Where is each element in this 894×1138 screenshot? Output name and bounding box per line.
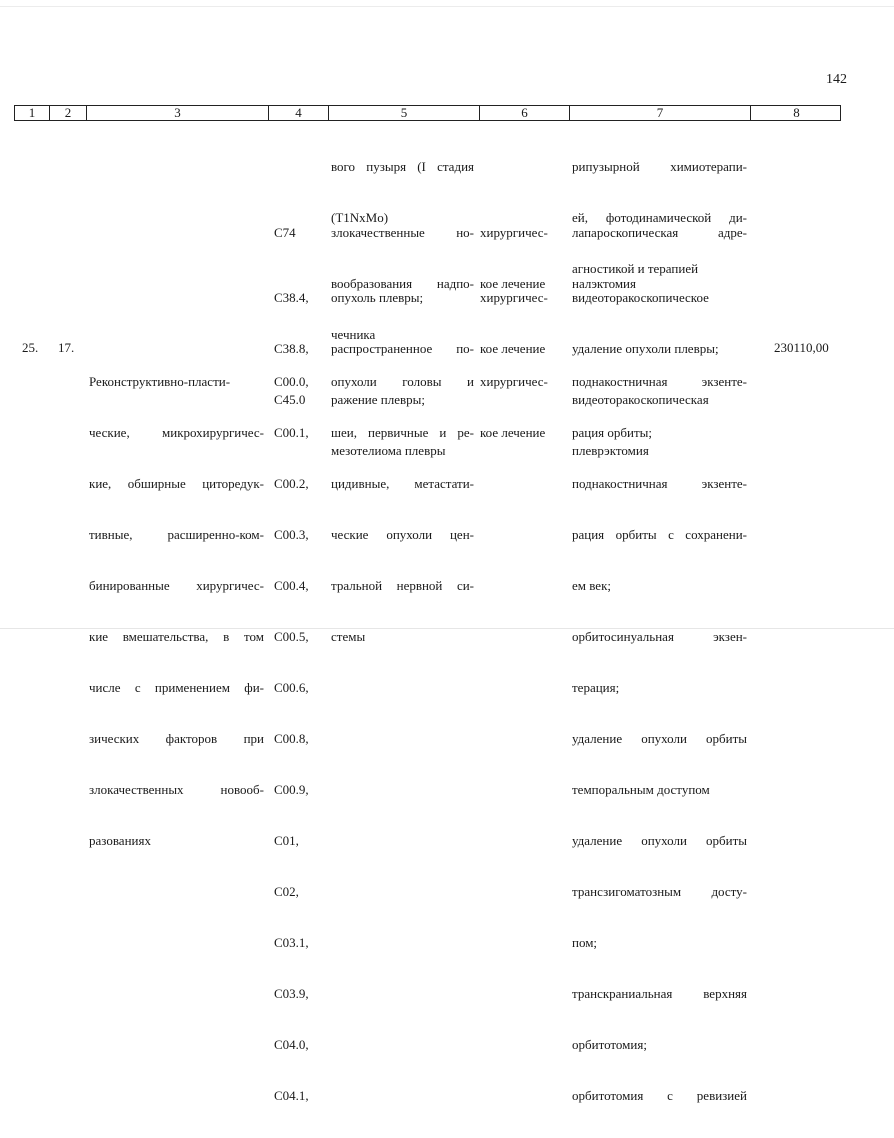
text-line: C03.9, xyxy=(274,986,309,1001)
text-line: C00.9, xyxy=(274,782,309,797)
text-line: налэктомия xyxy=(572,276,636,291)
page-number: 142 xyxy=(826,72,847,87)
text-line: ражение плевры; xyxy=(331,392,425,407)
treatment-cell xyxy=(480,339,548,475)
text-line: опухоли головы и xyxy=(331,374,474,389)
text-line: C45.0 xyxy=(274,392,306,407)
text-line: трансзигоматозным досту- xyxy=(572,884,747,899)
text-line: орбитотомия; xyxy=(572,1037,647,1052)
text-line: кое лечение xyxy=(480,425,546,440)
text-line: C01, xyxy=(274,833,299,848)
text-line: зических факторов при xyxy=(89,731,264,746)
scan-edge-bottom xyxy=(0,628,894,629)
text-line: поднакостничная экзенте- xyxy=(572,374,747,389)
text-line: злокачественных новооб- xyxy=(89,782,264,797)
text-line: C00.5, xyxy=(274,629,309,644)
column-header-row xyxy=(14,105,841,121)
text-line: опухоль плевры; xyxy=(331,290,424,305)
text-line: вообразования надпо- xyxy=(331,276,474,291)
text-line: C38.4, xyxy=(274,290,309,305)
text-line: тивные, расширенно-ком- xyxy=(89,527,264,542)
text-line: хирургичес- xyxy=(480,225,548,240)
text-line: злокачественные но- xyxy=(331,225,474,240)
text-line: вого пузыря (I стадия xyxy=(331,159,474,174)
column-header-6: 6 xyxy=(480,106,570,120)
text-line: рипузырной химиотерапи- xyxy=(572,159,747,174)
text-line: числе с применением фи- xyxy=(89,680,264,695)
text-line: ческие опухоли цен- xyxy=(331,527,474,542)
subgroup-number: 17. xyxy=(58,340,75,355)
scan-edge-top xyxy=(0,6,894,7)
text-line: Реконструктивно-пласти- xyxy=(89,374,231,389)
text-line: кие, обширные циторедук- xyxy=(89,476,264,491)
text-line: удаление опухоли орбиты xyxy=(572,833,747,848)
text-line: удаление опухоли плевры; xyxy=(572,341,719,356)
text-line: шеи, первичные и ре- xyxy=(331,425,474,440)
text-line: хирургичес- xyxy=(480,374,548,389)
text-line: транскраниальная верхняя xyxy=(572,986,747,1001)
text-line: кие вмешательства, в том xyxy=(89,629,264,644)
text-line: рация орбиты; xyxy=(572,425,653,440)
intervention-name-cell xyxy=(89,339,264,883)
text-line: C03.1, xyxy=(274,935,309,950)
text-line: C38.8, xyxy=(274,341,309,356)
text-line: ем век; xyxy=(572,578,612,593)
column-header-1: 1 xyxy=(15,106,50,120)
text-line: бинированные хирургичес- xyxy=(89,578,264,593)
text-line: тральной нервной си- xyxy=(331,578,474,593)
text-line: поднакостничная экзенте- xyxy=(572,476,747,491)
column-header-7: 7 xyxy=(570,106,751,120)
column-header-2: 2 xyxy=(50,106,87,120)
text-line: удаление опухоли орбиты xyxy=(572,731,747,746)
column-header-3: 3 xyxy=(87,106,269,120)
codes-cell xyxy=(274,339,309,1138)
text-line: орбитотомия с ревизией xyxy=(572,1088,747,1103)
text-line: темпоральным доступом xyxy=(572,782,710,797)
cost-cell: 230110,00 xyxy=(774,340,829,355)
text-line: ческие, микрохирургичес- xyxy=(89,425,264,440)
text-line: C02, xyxy=(274,884,299,899)
text-line: пом; xyxy=(572,935,598,950)
text-line: C00.8, xyxy=(274,731,309,746)
column-header-4: 4 xyxy=(269,106,329,120)
text-line: видеоторакоскопическая xyxy=(572,392,709,407)
text-line: мезотелиома плевры xyxy=(331,443,446,458)
text-line: C00.4, xyxy=(274,578,309,593)
text-line: терация; xyxy=(572,680,620,695)
text-line: агностикой и терапией xyxy=(572,261,699,276)
text-line: кое лечение xyxy=(480,341,546,356)
text-line: C04.0, xyxy=(274,1037,309,1052)
text-line: C00.2, xyxy=(274,476,309,491)
text-line: C00.1, xyxy=(274,425,309,440)
text-line: (T1NxMo) xyxy=(331,210,389,225)
text-line: C74 xyxy=(274,225,296,240)
text-line: орбитосинуальная экзен- xyxy=(572,629,747,644)
text-line: лапароскопическая адре- xyxy=(572,225,747,240)
text-line: C00.0, xyxy=(274,374,309,389)
text-line: кое лечение xyxy=(480,276,546,291)
text-line: цидивные, метастати- xyxy=(331,476,474,491)
text-line: видеоторакоскопическое xyxy=(572,290,709,305)
text-line: чечника xyxy=(331,327,376,342)
column-header-8: 8 xyxy=(793,105,800,120)
text-line: C00.6, xyxy=(274,680,309,695)
text-line: ей, фотодинамической ди- xyxy=(572,210,747,225)
text-line: разованиях xyxy=(89,833,151,848)
row-number: 25. xyxy=(22,340,39,355)
method-cell xyxy=(572,339,747,1138)
text-line: хирургичес- xyxy=(480,290,548,305)
text-line: распространенное по- xyxy=(331,341,474,356)
text-line: рация орбиты с сохранени- xyxy=(572,527,747,542)
text-line: плеврэктомия xyxy=(572,443,649,458)
text-line: стемы xyxy=(331,629,366,644)
text-line: C00.3, xyxy=(274,527,309,542)
column-header-5: 5 xyxy=(329,106,480,120)
text-line: C04.1, xyxy=(274,1088,309,1103)
